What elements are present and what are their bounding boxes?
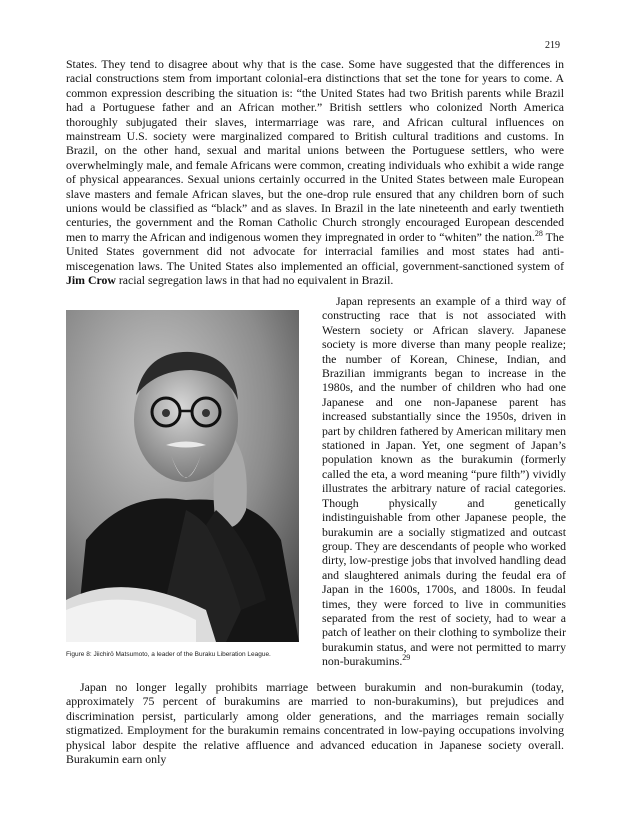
paragraph-text: Japan represents an example of a third way of constructing race that is not associated with Western society or African slavery. Japanese society is more diverse than many people realize; the number of Korean, Chinese, Indian, and Brazilian immigrants began to increase in the 1980s, and the number of children who had one Japanese and one non-Japanese parent has increased substantially since the 1950s, driven in part by children fathered by American military men stationed in Japan. Yet, one segment of Japan’s population known as the burakumin (formerly called the eta, a word meaning “pure filth”) vividly illustrates the arbitrary nature of racial categories. Though physically and genetically indistinguishable from other Japanese people, the burakumin are a socially stigmatized and outcast group. They are descendants of people who worked dirty, low-prestige jobs that involved handling dead and slaughtered animals during the feudal era of Japan in the 1600s, 1700s, and 1800s. In feudal times, they were forced to live in communities separated from the rest of society, had to wear a patch of leather on their clothing to symbolize their burakumin status, and were not permitted to marry non-burakumins. [322, 294, 566, 669]
portrait-photo [66, 310, 299, 642]
paragraph-text: States. They tend to disagree about why that is the case. Some have suggested that the differences in racial constructions stem from important colonial-era distinctions that set the tone for years to come. A common expression describing the situation is: “the United States had two British parents while Brazil had a Portuguese father and an African mother.” British settlers who colonized North America thoroughly subjugated their slaves, intermarriage was rare, and African cultural influences on mainstream U.S. society were marginalized compared to British cultural traditions and customs. In Brazil, on the other hand, sexual and marital unions between the Portuguese settlers, who were overwhelmingly male, and female Africans were common, creating individuals who exhibit a wide range of physical appearances. Sexual unions certainly occurred in the United States between male European slave masters and female African slaves, but the one-drop rule ensured that any children born of such unions would be classified as “black” and as slaves. In Brazil in the late nineteenth and early twentieth centuries, the government and the Roman Catholic Church strongly encouraged European descended men to marry the African and indigenous women they impregnated in order to “whiten” the nation. [66, 57, 564, 244]
footnote-marker: 28 [534, 228, 543, 238]
portrait-illustration [66, 310, 299, 642]
page-number: 219 [545, 40, 560, 51]
footnote-marker: 29 [402, 653, 411, 663]
top-paragraph [66, 57, 564, 288]
bottom-paragraph [66, 680, 564, 766]
paragraph-text: The United States government did not advocate for interracial families and most states had anti-miscegenation laws. The United States also implemented an official, government-sanctioned system of [66, 229, 564, 273]
paragraph-text: Japan no longer legally prohibits marriage between burakumin and non-burakumin (today, approximately 75 percent of burakumins are married to non-burakumins), but prejudices and discrimination persist, particularly among older generations, and the marriages remain socially stigmatized. Employment for the burakumin remains concentrated in low-paying occupations involving physical labor despite the relative affluence and advanced education in Japanese society overall. Burakumin earn only [66, 680, 564, 767]
side-paragraph [322, 294, 566, 669]
paragraph-text: racial segregation laws in that had no equivalent in Brazil. [115, 273, 394, 288]
figure-caption: Figure 8: Jiichirō Matsumoto, a leader of the Buraku Liberation League. [66, 651, 271, 658]
key-term: Jim Crow [66, 273, 116, 288]
